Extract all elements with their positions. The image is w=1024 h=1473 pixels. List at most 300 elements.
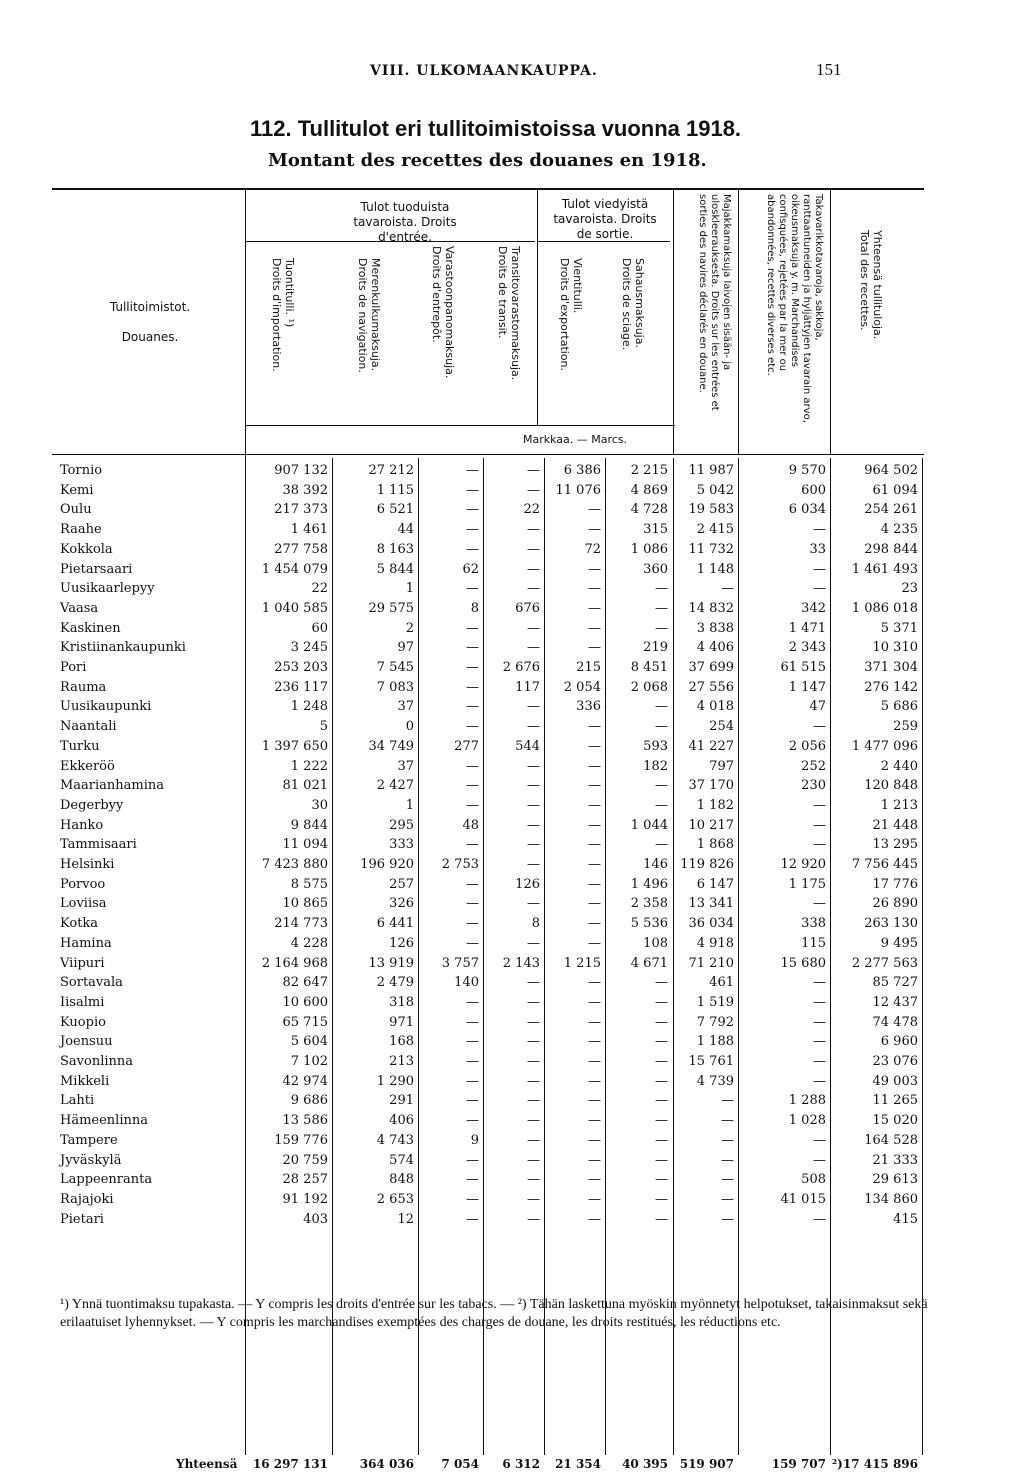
value-cell: 1 147 <box>788 680 826 695</box>
value-cell: 91 192 <box>282 1192 328 1207</box>
value-cell: 2 479 <box>376 975 414 990</box>
table-title-finnish: 112. Tullitulot eri tullitoimistoissa vuonna 1918. <box>250 116 742 141</box>
value-cell: 971 <box>389 1015 414 1030</box>
value-cell: — <box>466 542 479 557</box>
value-cell: 40 395 <box>622 1457 668 1471</box>
value-cell: 1 248 <box>290 699 328 714</box>
unit-rule <box>245 425 675 426</box>
value-cell: 42 974 <box>282 1074 328 1089</box>
value-cell: — <box>527 1192 540 1207</box>
value-cell: 1 028 <box>788 1113 826 1128</box>
value-cell: — <box>466 1093 479 1108</box>
value-cell: 0 <box>405 719 414 734</box>
customs-office-name: Iisalmi <box>60 995 105 1010</box>
value-cell: 6 312 <box>502 1457 540 1471</box>
value-cell: 1 461 <box>290 522 328 537</box>
value-cell: — <box>588 975 601 990</box>
value-cell: — <box>721 581 734 596</box>
value-cell: 10 600 <box>282 995 328 1010</box>
value-cell: 3 245 <box>290 640 328 655</box>
value-cell: — <box>466 1054 479 1069</box>
customs-office-name: Kuopio <box>60 1015 106 1030</box>
col-header-navigation: Merenkulkumaksuja. Droits de navigation. <box>356 258 382 373</box>
value-cell: 65 715 <box>282 1015 328 1030</box>
value-cell: 168 <box>389 1034 414 1049</box>
value-cell: — <box>527 1015 540 1030</box>
value-cell: — <box>813 837 826 852</box>
value-cell: 3 757 <box>441 956 479 971</box>
table-row <box>0 817 1024 835</box>
customs-office-name: Rauma <box>60 680 107 695</box>
value-cell: 5 <box>319 719 328 734</box>
value-cell: 4 918 <box>696 936 734 951</box>
table-row <box>0 1152 1024 1170</box>
value-cell: 17 776 <box>872 877 918 892</box>
value-cell: — <box>466 1034 479 1049</box>
value-cell: 15 680 <box>780 956 826 971</box>
value-cell: — <box>466 837 479 852</box>
value-cell: — <box>655 778 668 793</box>
value-cell: — <box>527 1153 540 1168</box>
value-cell: 4 743 <box>376 1133 414 1148</box>
table-row <box>0 876 1024 894</box>
value-cell: — <box>655 621 668 636</box>
value-cell: 10 217 <box>688 818 734 833</box>
value-cell: 13 586 <box>282 1113 328 1128</box>
value-cell: 134 860 <box>864 1192 918 1207</box>
value-cell: 13 295 <box>872 837 918 852</box>
value-cell: — <box>588 719 601 734</box>
table-row <box>0 1092 1024 1110</box>
value-cell: 461 <box>709 975 734 990</box>
value-cell: 253 203 <box>274 660 328 675</box>
value-cell: — <box>655 581 668 596</box>
value-cell: — <box>721 1212 734 1227</box>
value-cell: — <box>588 896 601 911</box>
value-cell: 215 <box>576 660 601 675</box>
value-cell: 9 686 <box>290 1093 328 1108</box>
value-cell: 14 832 <box>688 601 734 616</box>
value-cell: 159 776 <box>274 1133 328 1148</box>
value-cell: — <box>527 778 540 793</box>
value-cell: 213 <box>389 1054 414 1069</box>
value-cell: 600 <box>801 483 826 498</box>
value-cell: — <box>527 483 540 498</box>
value-cell: 4 671 <box>630 956 668 971</box>
value-cell: 26 890 <box>872 896 918 911</box>
value-cell: 1 868 <box>696 837 734 852</box>
value-cell: 41 015 <box>780 1192 826 1207</box>
value-cell: 5 371 <box>880 621 918 636</box>
table-row <box>0 974 1024 992</box>
total-row <box>0 1455 1024 1473</box>
value-cell: 11 987 <box>688 463 734 478</box>
value-cell: — <box>527 640 540 655</box>
col-header-sawing: Sahausmaksuja. Droits de sciage. <box>620 258 646 351</box>
value-cell: 196 920 <box>360 857 414 872</box>
value-cell: 12 <box>397 1212 414 1227</box>
value-cell: — <box>655 1192 668 1207</box>
value-cell: 1 461 493 <box>851 562 918 577</box>
value-cell: 254 <box>709 719 734 734</box>
customs-office-name: Maarianhamina <box>60 778 165 793</box>
value-cell: — <box>655 1153 668 1168</box>
value-cell: 2 068 <box>630 680 668 695</box>
value-cell: — <box>721 1133 734 1148</box>
value-cell: — <box>527 896 540 911</box>
table-row <box>0 738 1024 756</box>
table-row <box>0 659 1024 677</box>
value-cell: — <box>466 877 479 892</box>
value-cell: 217 373 <box>274 502 328 517</box>
value-cell: 2 <box>405 621 414 636</box>
value-cell: 1 290 <box>376 1074 414 1089</box>
value-cell: 406 <box>389 1113 414 1128</box>
value-cell: — <box>588 1093 601 1108</box>
value-cell: 7 756 445 <box>851 857 918 872</box>
value-cell: — <box>813 581 826 596</box>
value-cell: 2 343 <box>788 640 826 655</box>
value-cell: 259 <box>893 719 918 734</box>
value-cell: 254 261 <box>864 502 918 517</box>
table-row <box>0 856 1024 874</box>
value-cell: — <box>527 1054 540 1069</box>
value-cell: 2 215 <box>630 463 668 478</box>
value-cell: 11 094 <box>282 837 328 852</box>
value-cell: 964 502 <box>864 463 918 478</box>
value-cell: 1 044 <box>630 818 668 833</box>
value-cell: 1 397 650 <box>261 739 328 754</box>
value-cell: 3 838 <box>696 621 734 636</box>
value-cell: 1 454 079 <box>261 562 328 577</box>
value-cell: 2 653 <box>376 1192 414 1207</box>
value-cell: — <box>527 975 540 990</box>
value-cell: 519 907 <box>679 1457 734 1471</box>
value-cell: — <box>588 916 601 931</box>
value-cell: — <box>813 1054 826 1069</box>
value-cell: — <box>527 522 540 537</box>
table-row <box>0 1033 1024 1051</box>
value-cell: — <box>588 1133 601 1148</box>
value-cell: 236 117 <box>274 680 328 695</box>
value-cell: 214 773 <box>274 916 328 931</box>
value-cell: — <box>655 798 668 813</box>
customs-office-name: Joensuu <box>60 1034 113 1049</box>
value-cell: 4 018 <box>696 699 734 714</box>
table-title-french: Montant des recettes des douanes en 1918. <box>268 150 707 171</box>
value-cell: 6 441 <box>376 916 414 931</box>
value-cell: 182 <box>643 759 668 774</box>
value-cell: 1 115 <box>376 483 414 498</box>
value-cell: — <box>721 1192 734 1207</box>
value-cell: 8 163 <box>376 542 414 557</box>
value-cell: 574 <box>389 1153 414 1168</box>
col-header-import-duty: Tuontitulli. ¹) Droits d'importation. <box>270 258 296 372</box>
value-cell: 333 <box>389 837 414 852</box>
col-separator-8 <box>738 190 739 455</box>
value-cell: 338 <box>801 916 826 931</box>
value-cell: — <box>588 1212 601 1227</box>
value-cell: — <box>588 837 601 852</box>
value-cell: 16 297 131 <box>252 1457 328 1471</box>
table-row <box>0 1073 1024 1091</box>
col-separator-9 <box>830 190 831 455</box>
value-cell: 85 727 <box>872 975 918 990</box>
value-cell: — <box>655 1093 668 1108</box>
table-row <box>0 580 1024 598</box>
value-cell: 6 147 <box>696 877 734 892</box>
value-cell: 257 <box>389 877 414 892</box>
value-cell: 1 086 018 <box>851 601 918 616</box>
value-cell: — <box>655 1015 668 1030</box>
value-cell: — <box>588 995 601 1010</box>
value-cell: ²)17 415 896 <box>831 1457 918 1471</box>
value-cell: — <box>588 877 601 892</box>
value-cell: 10 865 <box>282 896 328 911</box>
table-row <box>0 679 1024 697</box>
value-cell: 6 386 <box>563 463 601 478</box>
customs-office-name: Uusikaupunki <box>60 699 152 714</box>
value-cell: 252 <box>801 759 826 774</box>
value-cell: 29 613 <box>872 1172 918 1187</box>
value-cell: — <box>655 1172 668 1187</box>
value-cell: — <box>466 1074 479 1089</box>
customs-office-name: Kaskinen <box>60 621 121 636</box>
value-cell: 8 <box>531 916 540 931</box>
value-cell: — <box>588 1113 601 1128</box>
value-cell: 1 175 <box>788 877 826 892</box>
value-cell: 1 471 <box>788 621 826 636</box>
table-row <box>0 1053 1024 1071</box>
table-row <box>0 1014 1024 1032</box>
customs-office-name: Vaasa <box>60 601 99 616</box>
value-cell: — <box>655 1054 668 1069</box>
stub-header-french: Douanes. <box>121 330 179 344</box>
value-cell: — <box>813 522 826 537</box>
value-cell: — <box>655 699 668 714</box>
value-cell: 23 076 <box>872 1054 918 1069</box>
value-cell: 2 415 <box>696 522 734 537</box>
value-cell: 61 094 <box>872 483 918 498</box>
value-cell: 4 406 <box>696 640 734 655</box>
value-cell: 342 <box>801 601 826 616</box>
value-cell: — <box>588 1153 601 1168</box>
value-cell: 4 228 <box>290 936 328 951</box>
value-cell: 8 <box>470 601 479 616</box>
value-cell: 11 076 <box>555 483 601 498</box>
value-cell: 277 758 <box>274 542 328 557</box>
value-cell: 37 170 <box>688 778 734 793</box>
value-cell: 140 <box>454 975 479 990</box>
value-cell: 9 570 <box>788 463 826 478</box>
value-cell: 5 604 <box>290 1034 328 1049</box>
col-header-warehouse: Varastoonpanomaksuja. Droits d'entrepôt. <box>430 246 456 379</box>
customs-office-name: Kotka <box>60 916 99 931</box>
col-header-confiscations: Takavarikkotavaroja, sakkoja, ranttaantuneiden ja hyljättyjen tavarain arvo, oikeusmaksuja y. m. Marchandises confisquées, rejetées par la mer ou abandonnées, recettes diverses etc. <box>765 194 824 423</box>
value-cell: 20 759 <box>282 1153 328 1168</box>
table-row <box>0 639 1024 657</box>
value-cell: 34 749 <box>368 739 414 754</box>
value-cell: — <box>466 621 479 636</box>
value-cell: 7 545 <box>376 660 414 675</box>
value-cell: — <box>813 896 826 911</box>
value-cell: 593 <box>643 739 668 754</box>
value-cell: — <box>466 522 479 537</box>
table-row <box>0 895 1024 913</box>
value-cell: 9 495 <box>880 936 918 951</box>
value-cell: 907 132 <box>274 463 328 478</box>
value-cell: — <box>527 719 540 734</box>
customs-office-name: Raahe <box>60 522 102 537</box>
value-cell: 30 <box>311 798 328 813</box>
page-number: 151 <box>816 60 842 79</box>
value-cell: 27 212 <box>368 463 414 478</box>
value-cell: — <box>527 995 540 1010</box>
customs-office-name: Kristiinankaupunki <box>60 640 186 655</box>
value-cell: 29 575 <box>368 601 414 616</box>
value-cell: — <box>655 1212 668 1227</box>
value-cell: 37 <box>397 699 414 714</box>
value-cell: — <box>466 660 479 675</box>
value-cell: 37 699 <box>688 660 734 675</box>
value-cell: 38 392 <box>282 483 328 498</box>
table-row <box>0 541 1024 559</box>
table-row <box>0 620 1024 638</box>
value-cell: 2 056 <box>788 739 826 754</box>
value-cell: 23 <box>901 581 918 596</box>
value-cell: 6 960 <box>880 1034 918 1049</box>
value-cell: 5 536 <box>630 916 668 931</box>
value-cell: 159 707 <box>771 1457 826 1471</box>
value-cell: 9 <box>470 1133 479 1148</box>
customs-office-name: Rajajoki <box>60 1192 114 1207</box>
value-cell: 1 <box>405 581 414 596</box>
customs-office-name: Kemi <box>60 483 94 498</box>
table-row <box>0 994 1024 1012</box>
value-cell: 21 354 <box>555 1457 601 1471</box>
customs-office-name: Naantali <box>60 719 117 734</box>
value-cell: 1 213 <box>880 798 918 813</box>
value-cell: — <box>466 759 479 774</box>
value-cell: — <box>466 798 479 813</box>
value-cell: — <box>466 719 479 734</box>
value-cell: 126 <box>389 936 414 951</box>
value-cell: — <box>527 1093 540 1108</box>
customs-office-name: Jyväskylä <box>60 1153 122 1168</box>
customs-office-name: Degerbyy <box>60 798 124 813</box>
table-row <box>0 1132 1024 1150</box>
value-cell: — <box>813 719 826 734</box>
value-cell: 291 <box>389 1093 414 1108</box>
value-cell: — <box>813 1212 826 1227</box>
value-cell: 1 <box>405 798 414 813</box>
value-cell: 7 423 880 <box>261 857 328 872</box>
value-cell: — <box>466 1192 479 1207</box>
value-cell: — <box>527 759 540 774</box>
value-cell: 403 <box>303 1212 328 1227</box>
value-cell: 676 <box>515 601 540 616</box>
value-cell: 74 478 <box>872 1015 918 1030</box>
value-cell: 97 <box>397 640 414 655</box>
value-cell: 10 310 <box>872 640 918 655</box>
customs-office-name: Turku <box>60 739 100 754</box>
value-cell: — <box>588 621 601 636</box>
customs-office-name: Sortavala <box>60 975 123 990</box>
value-cell: — <box>588 1192 601 1207</box>
value-cell: 2 676 <box>502 660 540 675</box>
value-cell: 1 215 <box>563 956 601 971</box>
imports-group-header: Tulot tuoduista tavaroista. Droits d'entrée. <box>353 200 457 244</box>
value-cell: — <box>655 995 668 1010</box>
value-cell: — <box>466 502 479 517</box>
value-cell: 49 003 <box>872 1074 918 1089</box>
table-row <box>0 501 1024 519</box>
customs-office-name: Oulu <box>60 502 92 517</box>
value-cell: 9 844 <box>290 818 328 833</box>
value-cell: — <box>466 640 479 655</box>
running-head: VIII. ULKOMAANKAUPPA. <box>370 63 598 79</box>
value-cell: 277 <box>454 739 479 754</box>
value-cell: 5 844 <box>376 562 414 577</box>
value-cell: — <box>466 995 479 1010</box>
value-cell: — <box>588 818 601 833</box>
value-cell: 36 034 <box>688 916 734 931</box>
value-cell: 22 <box>311 581 328 596</box>
value-cell: 1 148 <box>696 562 734 577</box>
value-cell: 2 054 <box>563 680 601 695</box>
table-row <box>0 915 1024 933</box>
value-cell: 126 <box>515 877 540 892</box>
value-cell: — <box>527 1212 540 1227</box>
value-cell: 230 <box>801 778 826 793</box>
value-cell: — <box>466 936 479 951</box>
value-cell: — <box>527 1133 540 1148</box>
value-cell: — <box>813 1074 826 1089</box>
value-cell: 13 341 <box>688 896 734 911</box>
value-cell: — <box>527 936 540 951</box>
header-top-rule <box>52 188 924 190</box>
customs-office-name: Loviisa <box>60 896 107 911</box>
value-cell: — <box>466 680 479 695</box>
value-cell: 7 054 <box>441 1457 479 1471</box>
value-cell: — <box>466 916 479 931</box>
value-cell: — <box>813 1015 826 1030</box>
value-cell: 48 <box>462 818 479 833</box>
customs-office-name: Hanko <box>60 818 104 833</box>
customs-office-name: Lappeenranta <box>60 1172 153 1187</box>
value-cell: 2 440 <box>880 759 918 774</box>
value-cell: — <box>527 699 540 714</box>
exports-group-header: Tulot viedyistä tavaroista. Droits de sortie. <box>553 197 657 241</box>
customs-office-name: Pietari <box>60 1212 104 1227</box>
value-cell: — <box>588 857 601 872</box>
value-cell: 60 <box>311 621 328 636</box>
header-bottom-rule <box>52 454 924 455</box>
value-cell: — <box>588 778 601 793</box>
value-cell: 4 739 <box>696 1074 734 1089</box>
customs-office-name: Viipuri <box>60 956 105 971</box>
value-cell: 62 <box>462 562 479 577</box>
value-cell: — <box>466 581 479 596</box>
value-cell: — <box>588 1074 601 1089</box>
value-cell: 1 288 <box>788 1093 826 1108</box>
value-cell: 318 <box>389 995 414 1010</box>
table-row <box>0 955 1024 973</box>
value-cell: 27 556 <box>688 680 734 695</box>
value-cell: — <box>527 463 540 478</box>
value-cell: — <box>527 542 540 557</box>
value-cell: 8 451 <box>630 660 668 675</box>
